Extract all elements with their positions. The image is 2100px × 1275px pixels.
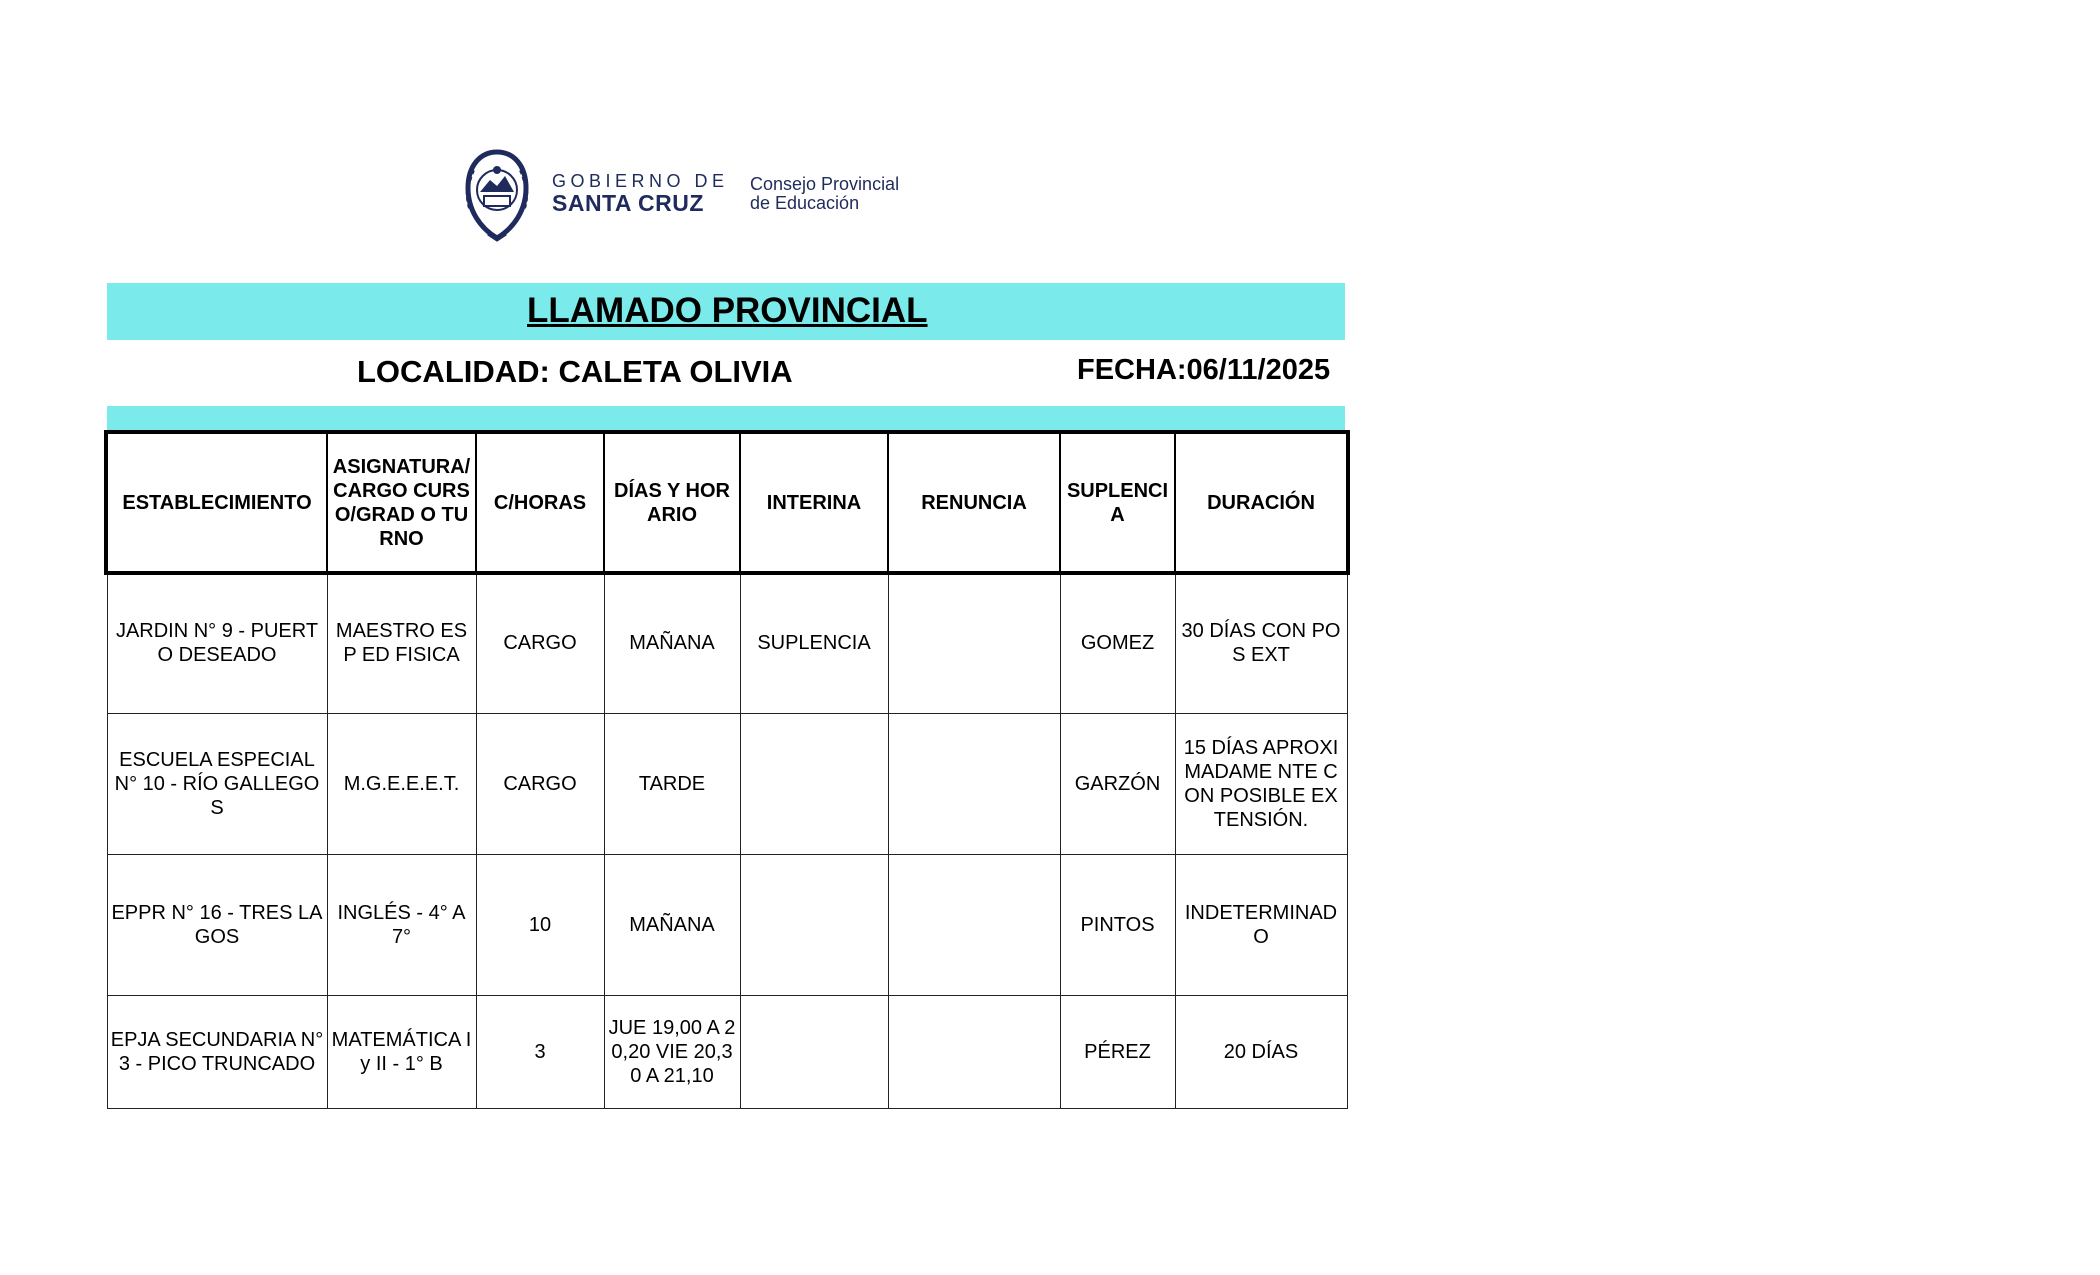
column-header: ESTABLECIMIENTO [107,433,327,572]
column-header: DURACIÓN [1175,433,1347,572]
column-header: ASIGNATURA/ CARGO CURSO/GRAD O TURNO [327,433,476,572]
table-cell: INDETERMINAD O [1175,854,1347,995]
table-cell [740,713,888,854]
table-cell [888,995,1060,1108]
table-row [107,572,1347,713]
table-row [107,854,1347,995]
council-line-2: de Educación [750,193,860,213]
date-label: FECHA:06/11/2025 [1077,354,1331,386]
government-line-2: SANTA CRUZ [552,190,704,216]
column-header: INTERINA [740,433,888,572]
column-header: SUPLENCI A [1060,433,1175,572]
table-cell: 3 [476,995,604,1108]
column-header: C/HORAS [476,433,604,572]
table-cell: 10 [476,854,604,995]
page-title: LLAMADO PROVINCIAL [527,291,928,330]
table-cell: EPPR N° 16 - TRES LAGOS [107,854,327,995]
table-cell: GOMEZ [1060,572,1175,713]
separator-band [107,406,1345,430]
table-cell: TARDE [604,713,740,854]
government-name [552,171,729,215]
government-line-1: GOBIERNO DE [552,171,729,191]
table-cell: M.G.E.E.E.T. [327,713,476,854]
table-cell: JUE 19,00 A 20,20 VIE 20,30 A 21,10 [604,995,740,1108]
table-cell: MAÑANA [604,854,740,995]
table-header-row [107,433,1347,572]
table-cell [888,713,1060,854]
council-line-1: Consejo Provincial [750,174,900,194]
title-band [107,283,1345,340]
table-cell: ESCUELA ESPECIAL N° 10 - RÍO GALLEGOS [107,713,327,854]
table-cell: CARGO [476,572,604,713]
table-cell [888,854,1060,995]
table-cell: CARGO [476,713,604,854]
table-cell: SUPLENCIA [740,572,888,713]
table-cell: 30 DÍAS CON POS EXT [1175,572,1347,713]
table-cell: 15 DÍAS APROXIMADAME NTE CON POSIBLE EXTENSIÓN. [1175,713,1347,854]
table-cell: INGLÉS - 4° A 7° [327,854,476,995]
council-name [750,175,899,213]
table-cell [740,854,888,995]
table-row [107,713,1347,854]
table-cell: JARDIN N° 9 - PUERTO DESEADO [107,572,327,713]
table-cell: PÉREZ [1060,995,1175,1108]
table-cell: MAÑANA [604,572,740,713]
locality-label: LOCALIDAD: CALETA OLIVIA [357,354,793,389]
column-header: DÍAS Y HORARIO [604,433,740,572]
institution-logo [460,148,930,244]
vacancies-table [106,432,1348,1109]
table-cell: PINTOS [1060,854,1175,995]
provincial-seal-icon [460,148,534,244]
column-header: RENUNCIA [888,433,1060,572]
table-cell: EPJA SECUNDARIA N° 3 - PICO TRUNCADO [107,995,327,1108]
table-cell: MAESTRO ESP ED FISICA [327,572,476,713]
table-row [107,995,1347,1108]
table-cell: MATEMÁTICA I y II - 1° B [327,995,476,1108]
table-cell [888,572,1060,713]
table-cell: GARZÓN [1060,713,1175,854]
table-cell [740,995,888,1108]
table-cell: 20 DÍAS [1175,995,1347,1108]
